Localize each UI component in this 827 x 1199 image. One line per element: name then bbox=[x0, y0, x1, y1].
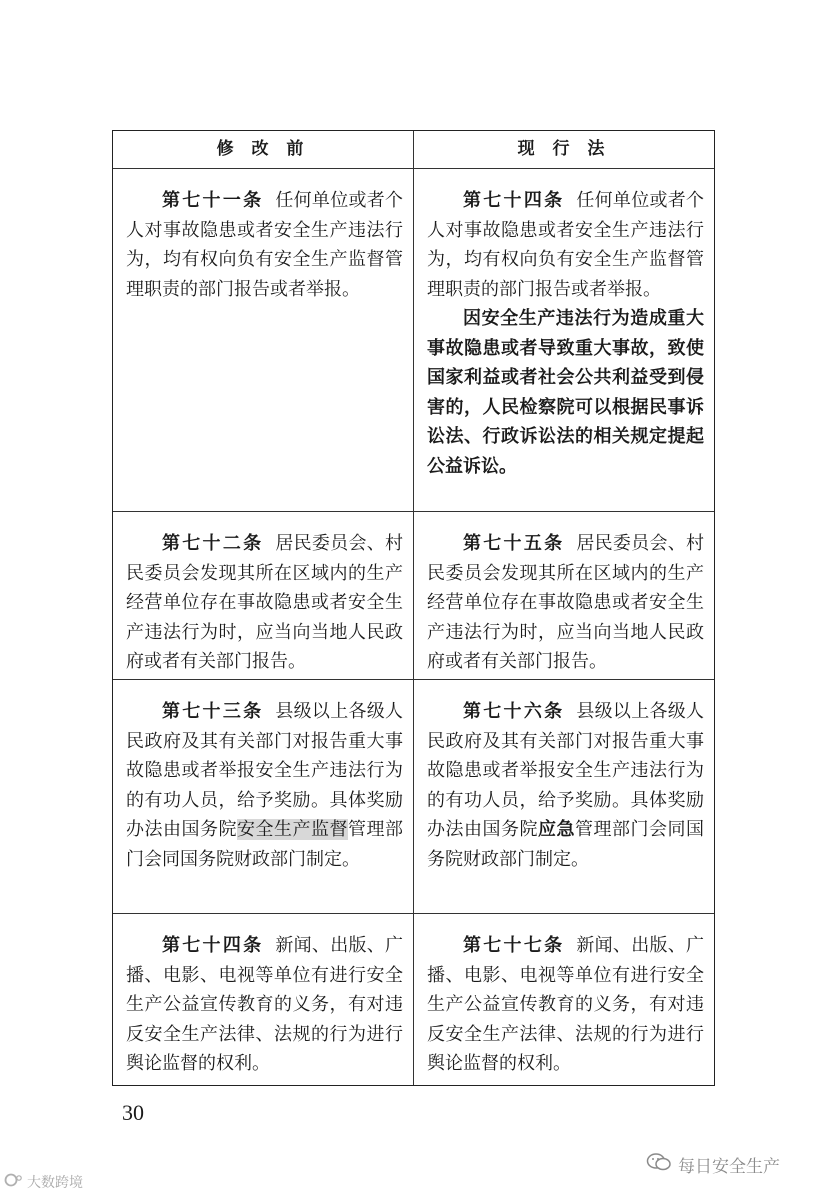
article-number: 第七十四条 bbox=[162, 935, 264, 956]
article-text: 管理部门会同国务院财政部门制定。 bbox=[126, 819, 403, 870]
article-paragraph bbox=[427, 529, 704, 677]
watermark-right-text: 每日安全生产 bbox=[678, 1157, 780, 1177]
article-paragraph bbox=[427, 697, 704, 874]
wechat-icon bbox=[646, 1152, 672, 1177]
article-text: 任何单位或者个人对事故隐患或者安全生产违法行为，均有权向负有安全生产监督管理职责的部门报告或者举报。 bbox=[427, 190, 705, 300]
article-paragraph bbox=[427, 186, 704, 304]
row-4-before bbox=[113, 914, 414, 1085]
header-before: 修 改 前 bbox=[113, 131, 414, 169]
article-number: 第七十四条 bbox=[463, 190, 565, 211]
article-paragraph bbox=[126, 529, 403, 677]
article-text: 居民委员会、村民委员会发现其所在区域内的生产经营单位存在事故隐患或者安全生产违法行为时，应当向当地人民政府或者有关部门报告。 bbox=[126, 533, 404, 672]
row-2-before bbox=[113, 512, 414, 680]
article-number: 第七十六条 bbox=[463, 701, 565, 722]
row-4-current bbox=[414, 914, 714, 1085]
article-paragraph bbox=[126, 186, 403, 304]
article-text: 管理部门会同国务院财政部门制定。 bbox=[427, 819, 704, 870]
watermark-left-text: 大数跨境 bbox=[27, 1175, 83, 1191]
row-3-before bbox=[113, 680, 414, 914]
emphasized-text: 应急 bbox=[538, 819, 575, 840]
comparison-table bbox=[112, 130, 715, 1086]
added-paragraph: 因安全生产违法行为造成重大事故隐患或者导致重大事故，致使国家利益或者社会公共利益受到侵害的，人民检察院可以根据民事诉讼法、行政诉讼法的相关规定提起公益诉讼。 bbox=[427, 308, 704, 477]
article-paragraph bbox=[126, 931, 403, 1079]
article-number: 第七十一条 bbox=[162, 190, 264, 211]
article-text: 县级以上各级人民政府及其有关部门对报告重大事故隐患或者举报安全生产违法行为的有功人员，给予奖励。具体奖励办法由国务院 bbox=[427, 701, 705, 840]
article-text: 县级以上各级人民政府及其有关部门对报告重大事故隐患或者举报安全生产违法行为的有功人员，给予奖励。具体奖励办法由国务院 bbox=[126, 701, 404, 840]
article-number: 第七十三条 bbox=[162, 701, 264, 722]
row-2-current bbox=[414, 512, 714, 680]
article-paragraph bbox=[427, 931, 704, 1079]
article-text: 新闻、出版、广播、电影、电视等单位有进行安全生产公益宣传教育的义务，有对违反安全生产法律、法规的行为进行舆论监督的权利。 bbox=[427, 935, 705, 1074]
watermark-left bbox=[4, 1172, 83, 1192]
article-number: 第七十二条 bbox=[162, 533, 264, 554]
c-logo-icon bbox=[4, 1173, 24, 1191]
article-paragraph bbox=[126, 697, 403, 874]
page-number: 30 bbox=[122, 1100, 144, 1125]
watermark-right bbox=[646, 1152, 780, 1177]
article-text: 任何单位或者个人对事故隐患或者安全生产违法行为，均有权向负有安全生产监督管理职责的部门报告或者举报。 bbox=[126, 190, 404, 300]
row-3-current bbox=[414, 680, 714, 914]
article-text: 新闻、出版、广播、电影、电视等单位有进行安全生产公益宣传教育的义务，有对违反安全生产法律、法规的行为进行舆论监督的权利。 bbox=[126, 935, 404, 1074]
header-current: 现 行 法 bbox=[414, 131, 714, 169]
row-1-current bbox=[414, 169, 714, 512]
row-1-before bbox=[113, 169, 414, 512]
article-number: 第七十五条 bbox=[463, 533, 565, 554]
article-number: 第七十七条 bbox=[463, 935, 565, 956]
article-text: 居民委员会、村民委员会发现其所在区域内的生产经营单位存在事故隐患或者安全生产违法行为时，应当向当地人民政府或者有关部门报告。 bbox=[427, 533, 705, 672]
highlighted-text: 安全生产监督 bbox=[237, 819, 348, 840]
